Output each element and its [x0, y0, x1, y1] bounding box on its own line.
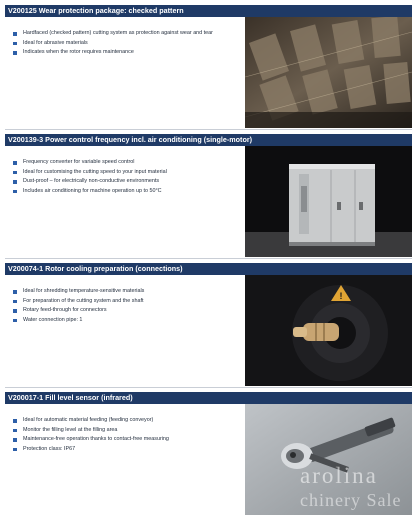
feature-list — [13, 287, 243, 325]
feature-item: Monitor the filling level at the filling area — [13, 426, 243, 436]
feature-item: Ideal for automatic material feeding (feeding conveyor) — [13, 416, 243, 426]
feature-list — [13, 416, 243, 454]
option-section-rotor-cooling — [5, 263, 412, 386]
feature-item: Protection class: IP67 — [13, 445, 243, 455]
control-cabinet-photo — [245, 146, 412, 257]
section-divider — [5, 387, 412, 388]
section-title: V200125 Wear protection package: checked pattern — [5, 5, 412, 17]
option-section-power-control — [5, 134, 412, 257]
svg-text:!: ! — [339, 291, 343, 301]
option-section-wear-protection — [5, 5, 412, 128]
section-divider — [5, 258, 412, 259]
section-title: V200074-1 Rotor cooling preparation (connections) — [5, 263, 412, 275]
feature-item: Indicates when the rotor requires maintenance — [13, 48, 243, 58]
feature-list — [13, 29, 243, 58]
feature-item: Ideal for abrasive materials — [13, 39, 243, 49]
feature-item: For preparation of the cutting system and the shaft — [13, 297, 243, 307]
watermark-text-2: chinery Sale — [300, 490, 402, 510]
section-title: V200139-3 Power control frequency incl. air conditioning (single-motor) — [5, 134, 412, 146]
feature-list — [13, 158, 243, 196]
rotor-cooling-connection-photo — [245, 275, 412, 386]
feature-item: Hardfaced (checked pattern) cutting system as protection against wear and tear — [13, 29, 243, 39]
feature-item: Frequency converter for variable speed control — [13, 158, 243, 168]
section-title: V200017-1 Fill level sensor (infrared) — [5, 392, 412, 404]
feature-item: Maintenance-free operation thanks to contact-free measuring — [13, 435, 243, 445]
feature-item: Rotary feed-through for connectors — [13, 306, 243, 316]
feature-item: Water connection pipe: 1 — [13, 316, 243, 326]
feature-item: Dust-proof – for electrically non-conductive environments — [13, 177, 243, 187]
section-divider — [5, 129, 412, 130]
watermark-text: arolina — [300, 463, 378, 488]
rotor-checked-pattern-photo — [245, 17, 412, 128]
feature-item: Ideal for shredding temperature-sensitive materials — [13, 287, 243, 297]
feature-item: Includes air conditioning for machine operation up to 50°C — [13, 187, 243, 197]
feature-item: Ideal for customising the cutting speed to your input material — [13, 168, 243, 178]
